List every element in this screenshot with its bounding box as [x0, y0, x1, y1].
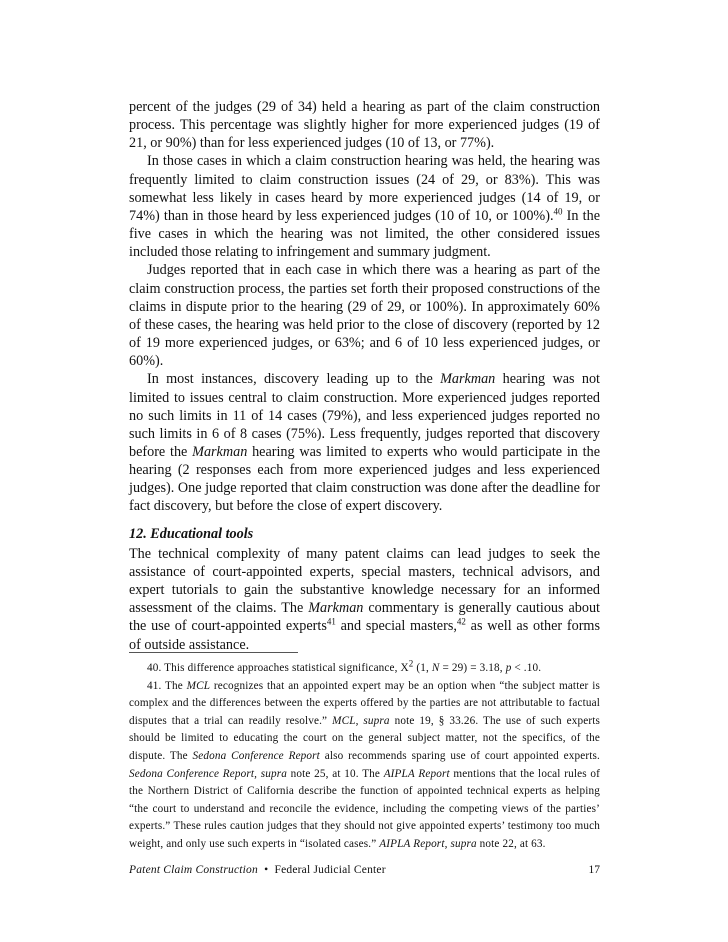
bullet-separator: •: [264, 864, 269, 876]
paragraph-text: commentary is generally cautious about the use of court-appointed experts: [129, 600, 600, 635]
footer-publisher: Federal Judicial Center: [274, 864, 386, 876]
section-heading: 12. Educational tools: [129, 525, 254, 542]
paragraph-text: hearing was not limited to issues central to claim construction. More experienced judges reported no such limits in 11 of 14 cases (79%), and less experienced judges reported no such limits in 6 of 8 cases (75%). Less frequently, judges reported that discovery before the: [129, 371, 600, 460]
section-text: [129, 545, 600, 654]
italic-symbol: p: [505, 662, 512, 674]
paragraph-text: Judges reported that in each case in which there was a hearing as part of the claim construction process, the parties set forth their proposed constructions of the claims in dispute prior to the hearing (29 of 29, or 100%). In approximately 60% of these cases, the hearing was held prior to the close of discovery (reported by 12 of 19 more experienced judges, or 63%; and 6 of 10 less experienced judges, or 60%).: [129, 262, 600, 370]
page-footer: [129, 864, 600, 876]
paragraph: [129, 98, 600, 152]
footnote-text: 41. The: [147, 679, 187, 692]
footnote-ref: 42: [456, 616, 466, 627]
footnote-divider: [129, 652, 298, 653]
footnote-text: also recommends sparing use of court appointed experts.: [319, 749, 600, 762]
paragraph: [129, 152, 600, 261]
footnote-text: (1,: [413, 662, 432, 674]
paragraph-text: percent of the judges (29 of 34) held a hearing as part of the claim construction process. This percentage was slightly higher for more experienced judges (19 of 21, or 90%) than for less experienced judges (10 of 13, or 77%).: [129, 99, 600, 152]
paragraph-text: as well as other forms of outside assistance.: [129, 618, 600, 653]
citation: AIPLA Report: [383, 767, 450, 780]
footer-title: Patent Claim Construction: [129, 864, 258, 876]
paragraph-text: In those cases in which a claim construction hearing was held, the hearing was frequently limited to claim construction issues (24 of 29, or 83%). This was somewhat less likely in cases heard by more experienced judges (14 of 19, or 74%) than in those heard by less experienced judges (10 of 10, or 100%).: [129, 153, 600, 224]
footnote-text: = 29) = 3.18,: [439, 662, 506, 674]
italic-symbol: N: [431, 662, 440, 674]
footnote-ref: 40: [553, 206, 563, 217]
footnote-40: [129, 660, 600, 678]
paragraph: [129, 370, 600, 515]
footnote-text: note 19, § 33.26. The use of such experts should be limited to educating the court on the general subject matter, not the specifics, of the dispute. The: [129, 714, 600, 762]
case-name: Markman: [192, 443, 248, 460]
paragraph: [129, 261, 600, 370]
footnotes: [129, 660, 600, 854]
page-number: 17: [588, 864, 600, 876]
footnote-text: mentions that the local rules of the Northern District of California describe the function of appointed technical experts as helping “the court to understand and reconcile the evidence, including the competing views of the parties’ experts.” These rules caution judges that they should not give appointed experts’ testimony too much weight, and only use such experts in “isolated cases.”: [129, 767, 600, 850]
footer-left: [129, 864, 386, 876]
citation: Sedona Conference Report: [192, 749, 320, 762]
footnote-text: 40. This difference approaches statistical significance, X: [147, 662, 409, 674]
footnote-text: note 22, at 63.: [476, 837, 546, 850]
citation: Sedona Conference Report, supra: [129, 767, 287, 780]
page-body: [129, 98, 600, 654]
paragraph: [129, 545, 600, 654]
citation: AIPLA Report, supra: [379, 837, 477, 850]
citation: MCL: [186, 679, 211, 692]
case-name: Markman: [440, 371, 496, 388]
citation: MCL, supra: [332, 714, 390, 727]
case-name: Markman: [308, 600, 364, 617]
footnote-41: [129, 678, 600, 854]
footnote-text: recognizes that an appointed expert may be an option when “the subject matter is complex and the differences between the experts offered by the parties are not attributable to factual disputes that a trial can readily resolve.”: [129, 679, 600, 727]
superscript: 2: [408, 658, 414, 669]
footnote-text: note 25, at 10. The: [287, 767, 384, 780]
footnote-ref: 41: [326, 616, 336, 627]
paragraph-text: In most instances, discovery leading up to the: [147, 371, 441, 388]
paragraph-text: and special masters,: [335, 618, 457, 635]
paragraph-text: The technical complexity of many patent claims can lead judges to seek the assistance of court-appointed experts, special masters, technical advisors, and expert tutorials to gain the substantive knowledge necessary for an informed assessment of the claims. The: [129, 545, 600, 617]
footnote-text: < .10.: [511, 662, 542, 674]
paragraph-text: In the five cases in which the hearing was not limited, the other considered issues included those relating to infringement and summary judgment.: [129, 207, 600, 261]
paragraph-text: hearing was limited to experts who would participate in the hearing (2 responses each from more experienced judges and less experienced judges). One judge reported that claim construction was done after the deadline for fact discovery, but before the close of expert discovery.: [129, 443, 600, 515]
main-text: [129, 98, 600, 516]
